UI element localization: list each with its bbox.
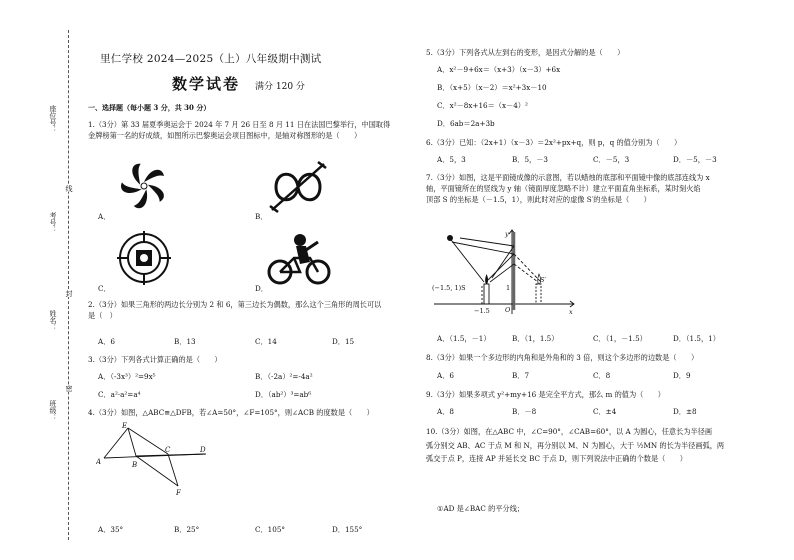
q10-line2: 弧分别交 AB、AC 于点 M 和 N，再分别以 M、N 为圆心，大于 ½MN 的长为半径画弧，两 xyxy=(426,440,725,450)
binding-dashed-line xyxy=(68,30,69,540)
seat-number-label: 座位号： xyxy=(49,105,57,133)
q7-option-d: D．（1.5，1） xyxy=(673,334,720,343)
q1-line1: 1.（3分）第 33 届夏季奥运会于 2024 年 7 月 26 日至 8 月 11 日在法国巴黎举行，中国取得 xyxy=(88,120,391,129)
q10-text xyxy=(426,425,771,466)
fig7-label-neg15: −1.5 xyxy=(474,307,490,315)
q8-option-a: A．6 xyxy=(437,371,454,380)
q10-statement-1: ①AD 是∠BAC 的平分线； xyxy=(437,504,525,513)
q8-text: 8.（3分）如果一个多边形的内角和是外角和的 3 倍，则这个多边形的边数是（ ） xyxy=(426,353,699,362)
seal-char-seal: 封 xyxy=(65,290,73,297)
q10-line3: 弧交于点 P，连接 AP 并延长交 BC 于点 D，则下列说法中正确的个数是（ ） xyxy=(426,454,687,464)
q7-option-a: A．（1.5，－1） xyxy=(437,334,491,343)
q2-option-c: C．14 xyxy=(255,337,277,346)
q2-line1: 2.（3分）如果三角形的两边长分别为 2 和 6，第三边长为偶数，那么这个三角形的周长可以 xyxy=(88,300,382,309)
fig4-label-b: B xyxy=(132,461,138,469)
q6-option-a: A．5，3 xyxy=(437,155,466,164)
full-score: 满分 120 分 xyxy=(255,82,305,92)
q1-pinwheel-icon xyxy=(118,158,170,214)
fig7-label-1: 1 xyxy=(506,284,511,292)
q4-triangle-figure xyxy=(96,420,220,496)
q6-option-d: D．－5，－3 xyxy=(673,155,717,164)
fig7-label-x: x xyxy=(569,308,573,316)
q7-mirror-figure xyxy=(430,226,580,316)
q7-line2: 轴，平面镜所在的竖线为 y 轴（镜面厚度忽略不计）建立平面直角坐标系，某时刻火焰 xyxy=(426,184,701,194)
fig4-label-d: D xyxy=(200,446,206,454)
fig4-label-a: A xyxy=(96,458,102,466)
q7-line3: 顶部 S 的坐标是（－1.5，1），则此时对应的虚像 S′的坐标是（ ） xyxy=(426,195,651,205)
q7-option-b: B．（1，1.5） xyxy=(512,334,559,343)
q3-option-b: B．（-2a）²=-4a² xyxy=(255,372,313,381)
q7-option-c: C．（1，－1.5） xyxy=(593,334,647,343)
q4-option-a: A．35° xyxy=(98,525,124,534)
q9-option-b: B．－8 xyxy=(512,407,537,416)
exam-title: 里仁学校 2024—2025（上）八年级期中测试 xyxy=(100,53,322,65)
q1-option-c-label: C． xyxy=(98,284,111,293)
q2-option-d: D．15 xyxy=(332,337,355,346)
q9-option-a: A．8 xyxy=(437,407,454,416)
q6-option-b: B．5，－3 xyxy=(512,155,548,164)
q6-option-c: C．－5，3 xyxy=(593,155,630,164)
q1-cyclist-icon xyxy=(266,232,332,288)
fig7-label-s-prime: S′ xyxy=(540,276,546,284)
fig7-label-o: O xyxy=(505,306,511,314)
exam-number-label: 考号： xyxy=(49,212,57,233)
seal-char-line: 线 xyxy=(65,185,73,192)
q4-option-d: D．155° xyxy=(332,525,363,534)
q5-option-c: C．x²－8x+16＝（x－4）² xyxy=(437,101,528,110)
q1-option-d-label: D． xyxy=(255,284,268,293)
q7-text xyxy=(426,172,766,205)
q3-text: 3.（3分）下列各式计算正确的是（ ） xyxy=(88,355,222,364)
q1-line2: 金牌榜第一名的好成绩，如图所示巴黎奥运会项目图标中，是轴对称图形的是（ ） xyxy=(88,131,362,141)
q9-option-c: C．±4 xyxy=(593,407,617,416)
q3-option-c: C．a²·a²=a⁴ xyxy=(98,390,141,399)
q2-text xyxy=(88,299,413,321)
q5-option-b: B．（x+5）（x－2）＝x²+3x－10 xyxy=(437,83,547,92)
q1-option-b-label: B． xyxy=(255,212,268,221)
q3-option-d: D．（ab²）³=ab⁶ xyxy=(255,390,312,399)
q3-option-a: A．（-3x³）²=9x⁵ xyxy=(98,372,156,381)
q4-option-b: B．25° xyxy=(174,525,200,534)
fig7-label-y: y xyxy=(505,230,509,238)
fig4-label-e: E xyxy=(122,422,128,430)
fig4-label-c: C xyxy=(165,446,171,454)
q1-option-a-label: A． xyxy=(98,212,111,221)
class-label: 班级： xyxy=(49,400,57,421)
q8-option-d: D．9 xyxy=(673,371,691,380)
q5-option-d: D．6ab＝2a+3b xyxy=(437,119,495,128)
q7-line1: 7.（3分）如图，这是平面镜成像的示意图，若以蜡烛的底部和平面镜中像的底部连线为 x xyxy=(426,173,710,182)
q2-option-a: A．6 xyxy=(98,337,115,346)
exam-subtitle: 数学试卷 xyxy=(172,75,241,93)
q9-option-d: D．±8 xyxy=(673,407,697,416)
fig7-label-s: (−1.5, 1)S xyxy=(432,284,466,292)
q5-option-a: A．x²－9+6x＝（x+3）（x－3）+6x xyxy=(437,65,561,74)
q6-text: 6.（3分）已知：（2x+1）（x－3）＝2x²+px+q，则 p，q 的值分别为（ ） xyxy=(426,138,682,147)
q4-option-c: C．105° xyxy=(255,525,285,534)
seal-char-secret: 密 xyxy=(65,385,73,392)
q2-line2: 是（ ） xyxy=(88,311,117,321)
section-choice-heading: 一、选择题（每小题 3 分，共 30 分） xyxy=(88,103,211,112)
q1-infinity-knot-icon xyxy=(266,160,330,214)
q8-option-c: C．8 xyxy=(593,371,611,380)
q8-option-b: B．7 xyxy=(512,371,530,380)
q9-text: 9.（3分）如果多项式 y²+my+16 是完全平方式，那么 m 的值为（ ） xyxy=(426,390,665,399)
q5-text: 5.（3分）下列各式从左到右的变形，是因式分解的是（ ） xyxy=(426,48,625,57)
q4-text: 4.（3分）如图，△ABC≌△DFB，若∠A=50°，∠F=105°，则∠ACB 的度数是（ ） xyxy=(88,408,374,417)
q2-option-b: B．13 xyxy=(174,337,196,346)
fig4-label-f: F xyxy=(176,489,181,496)
q10-line1: 10.（3分）如图，在△ABC 中，∠C=90°，∠CAB=60°，以 A 为圆心，任意长为半径画 xyxy=(426,427,713,436)
q1-target-icon xyxy=(116,230,172,286)
q1-text xyxy=(88,119,413,141)
name-label: 姓名： xyxy=(49,310,57,331)
